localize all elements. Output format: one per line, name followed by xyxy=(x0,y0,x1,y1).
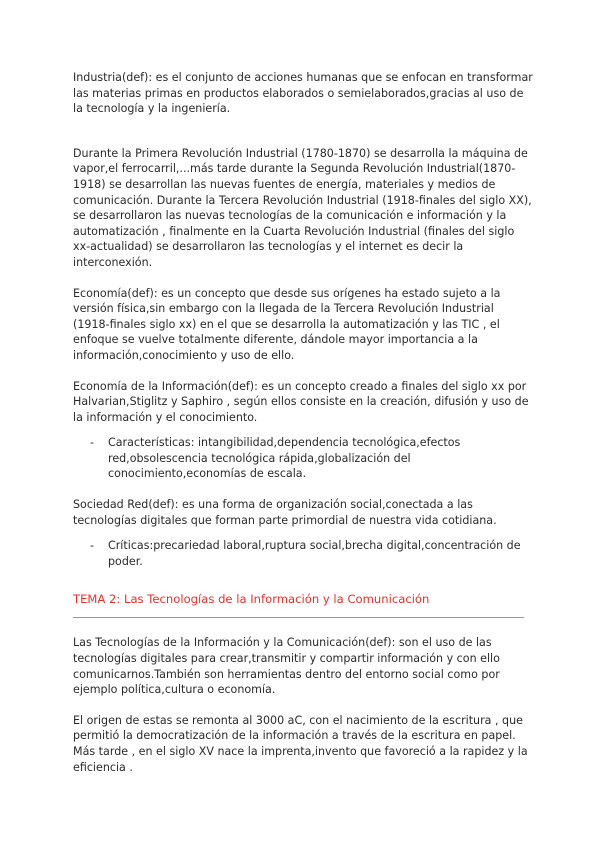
bullet-criticas-text: Críticas:precariedad laboral,ruptura social,brecha digital,concentración de poder. xyxy=(108,539,521,568)
paragraph-industria: Industria(def): es el conjunto de acciones humanas que se enfocan en transformar las materias primas en productos elaborados o semielaborados,gracias al uso de la tecnología y la ingeniería. xyxy=(73,71,533,116)
section-heading: TEMA 2: Las Tecnologías de la Información y la Comunicación xyxy=(73,592,430,607)
document-page xyxy=(73,70,533,775)
bullet-caracteristicas xyxy=(73,435,533,482)
bullet-dash: - xyxy=(90,436,95,450)
bullet-caracteristicas-text: Características: intangibilidad,dependencia tecnológica,efectos red,obsolescencia tecnológica rápida,globalización del conocimiento,economías de escala. xyxy=(108,436,461,481)
paragraph-revoluciones: Durante la Primera Revolución Industrial (1780-1870) se desarrolla la máquina de vapor,el ferrocarril,...más tarde durante la Segunda Revolución Industrial(1870-1918) se desarrollan las nuevas fuentes de energía, materiales y medios de comunicación. Durante la Tercera Revolución Industrial (1918-finales del siglo XX), se desarrollaron las nuevas tecnologías de la comunicación e información y la automatización , finalmente en la Cuarta Revolución Industrial (finales del siglo xx-actualidad) se desarrollaron las tecnologías y el internet es decir la interconexión. xyxy=(73,146,532,269)
paragraph-economia: Economía(def): es un concepto que desde sus orígenes ha estado sujeto a la versión física,sin embargo con la llegada de la Tercera Revolución Industrial (1918-finales siglo xx) en el que se desarrolla la automatización y las TIC , el enfoque se vuelve totalmente diferente, dándole mayor importancia a la información,conocimiento y uso de ello. xyxy=(73,286,501,362)
bullet-criticas xyxy=(73,538,533,569)
paragraph-tic-definicion: Las Tecnologías de la Información y la Comunicación(def): son el uso de las tecnologías digitales para crear,transmitir y compartir información y con ello comunicarnos.También son herramientas dentro del entorno social como por ejemplo política,cultura o economía. xyxy=(73,636,500,697)
paragraph-origen: El origen de estas se remonta al 3000 aC, con el nacimiento de la escritura , que permitió la democratización de la información a través de la escritura en papel. Más tarde , en el siglo XV nace la imprenta,invento que favoreció a la rapidez y la eficiencia . xyxy=(73,713,528,774)
bullet-dash: - xyxy=(90,539,95,553)
paragraph-economia-informacion: Economía de la Información(def): es un concepto creado a finales del siglo xx por Halvarian,Stiglitz y Saphiro , según ellos consiste en la creación, difusión y uso de la información y el conocimiento. xyxy=(73,379,529,424)
paragraph-sociedad-red: Sociedad Red(def): es una forma de organización social,conectada a las tecnologías digitales que forman parte primordial de nuestra vida cotidiana. xyxy=(73,498,497,527)
